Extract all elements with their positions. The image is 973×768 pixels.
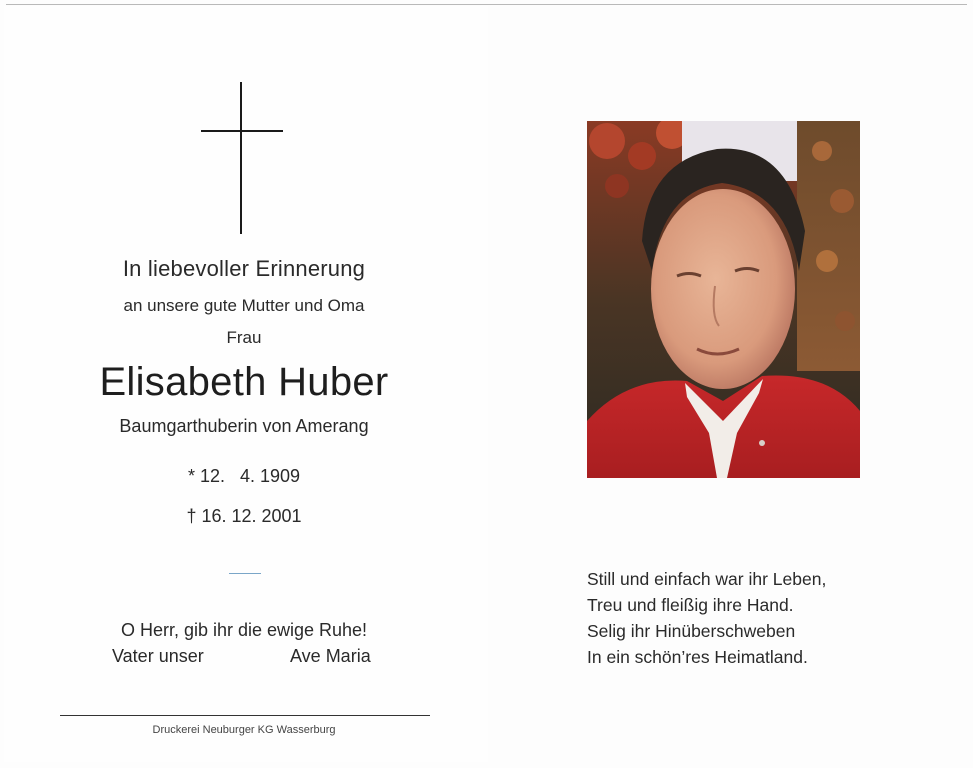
prayer-text: O Herr, gib ihr die ewige Ruhe! [120,620,368,640]
portrait-image [587,121,860,478]
prayer-ave-maria: Ave Maria [290,646,371,666]
top-edge-line [6,4,967,5]
poem-line: Selig ihr Hinüberschweben [587,621,796,641]
memorial-heading: In liebevoller Erinnerung [122,256,366,281]
portrait-photo [587,121,860,478]
divider-dash [229,573,261,574]
relation-text: an unsere gute Mutter und Oma [123,296,365,315]
title-text: Frau [226,328,262,347]
poem-line: Treu und fleißig ihre Hand. [587,595,794,615]
origin-text: Baumgarthuberin von Amerang [119,416,369,436]
prayer-vater-unser: Vater unser [112,646,204,666]
deceased-name: Elisabeth Huber [99,360,389,404]
poem-block [587,566,826,670]
birth-date: * 12. 4. 1909 [187,466,301,486]
cross-icon [240,82,242,234]
cross-icon-bar [201,130,283,132]
printer-rule [60,715,430,716]
death-date: † 16. 12. 2001 [186,506,302,526]
printer-credit: Druckerei Neuburger KG Wasserburg [152,724,336,736]
poem-line: Still und einfach war ihr Leben, [587,569,827,589]
poem-line: In ein schön’res Heimatland. [587,647,808,667]
